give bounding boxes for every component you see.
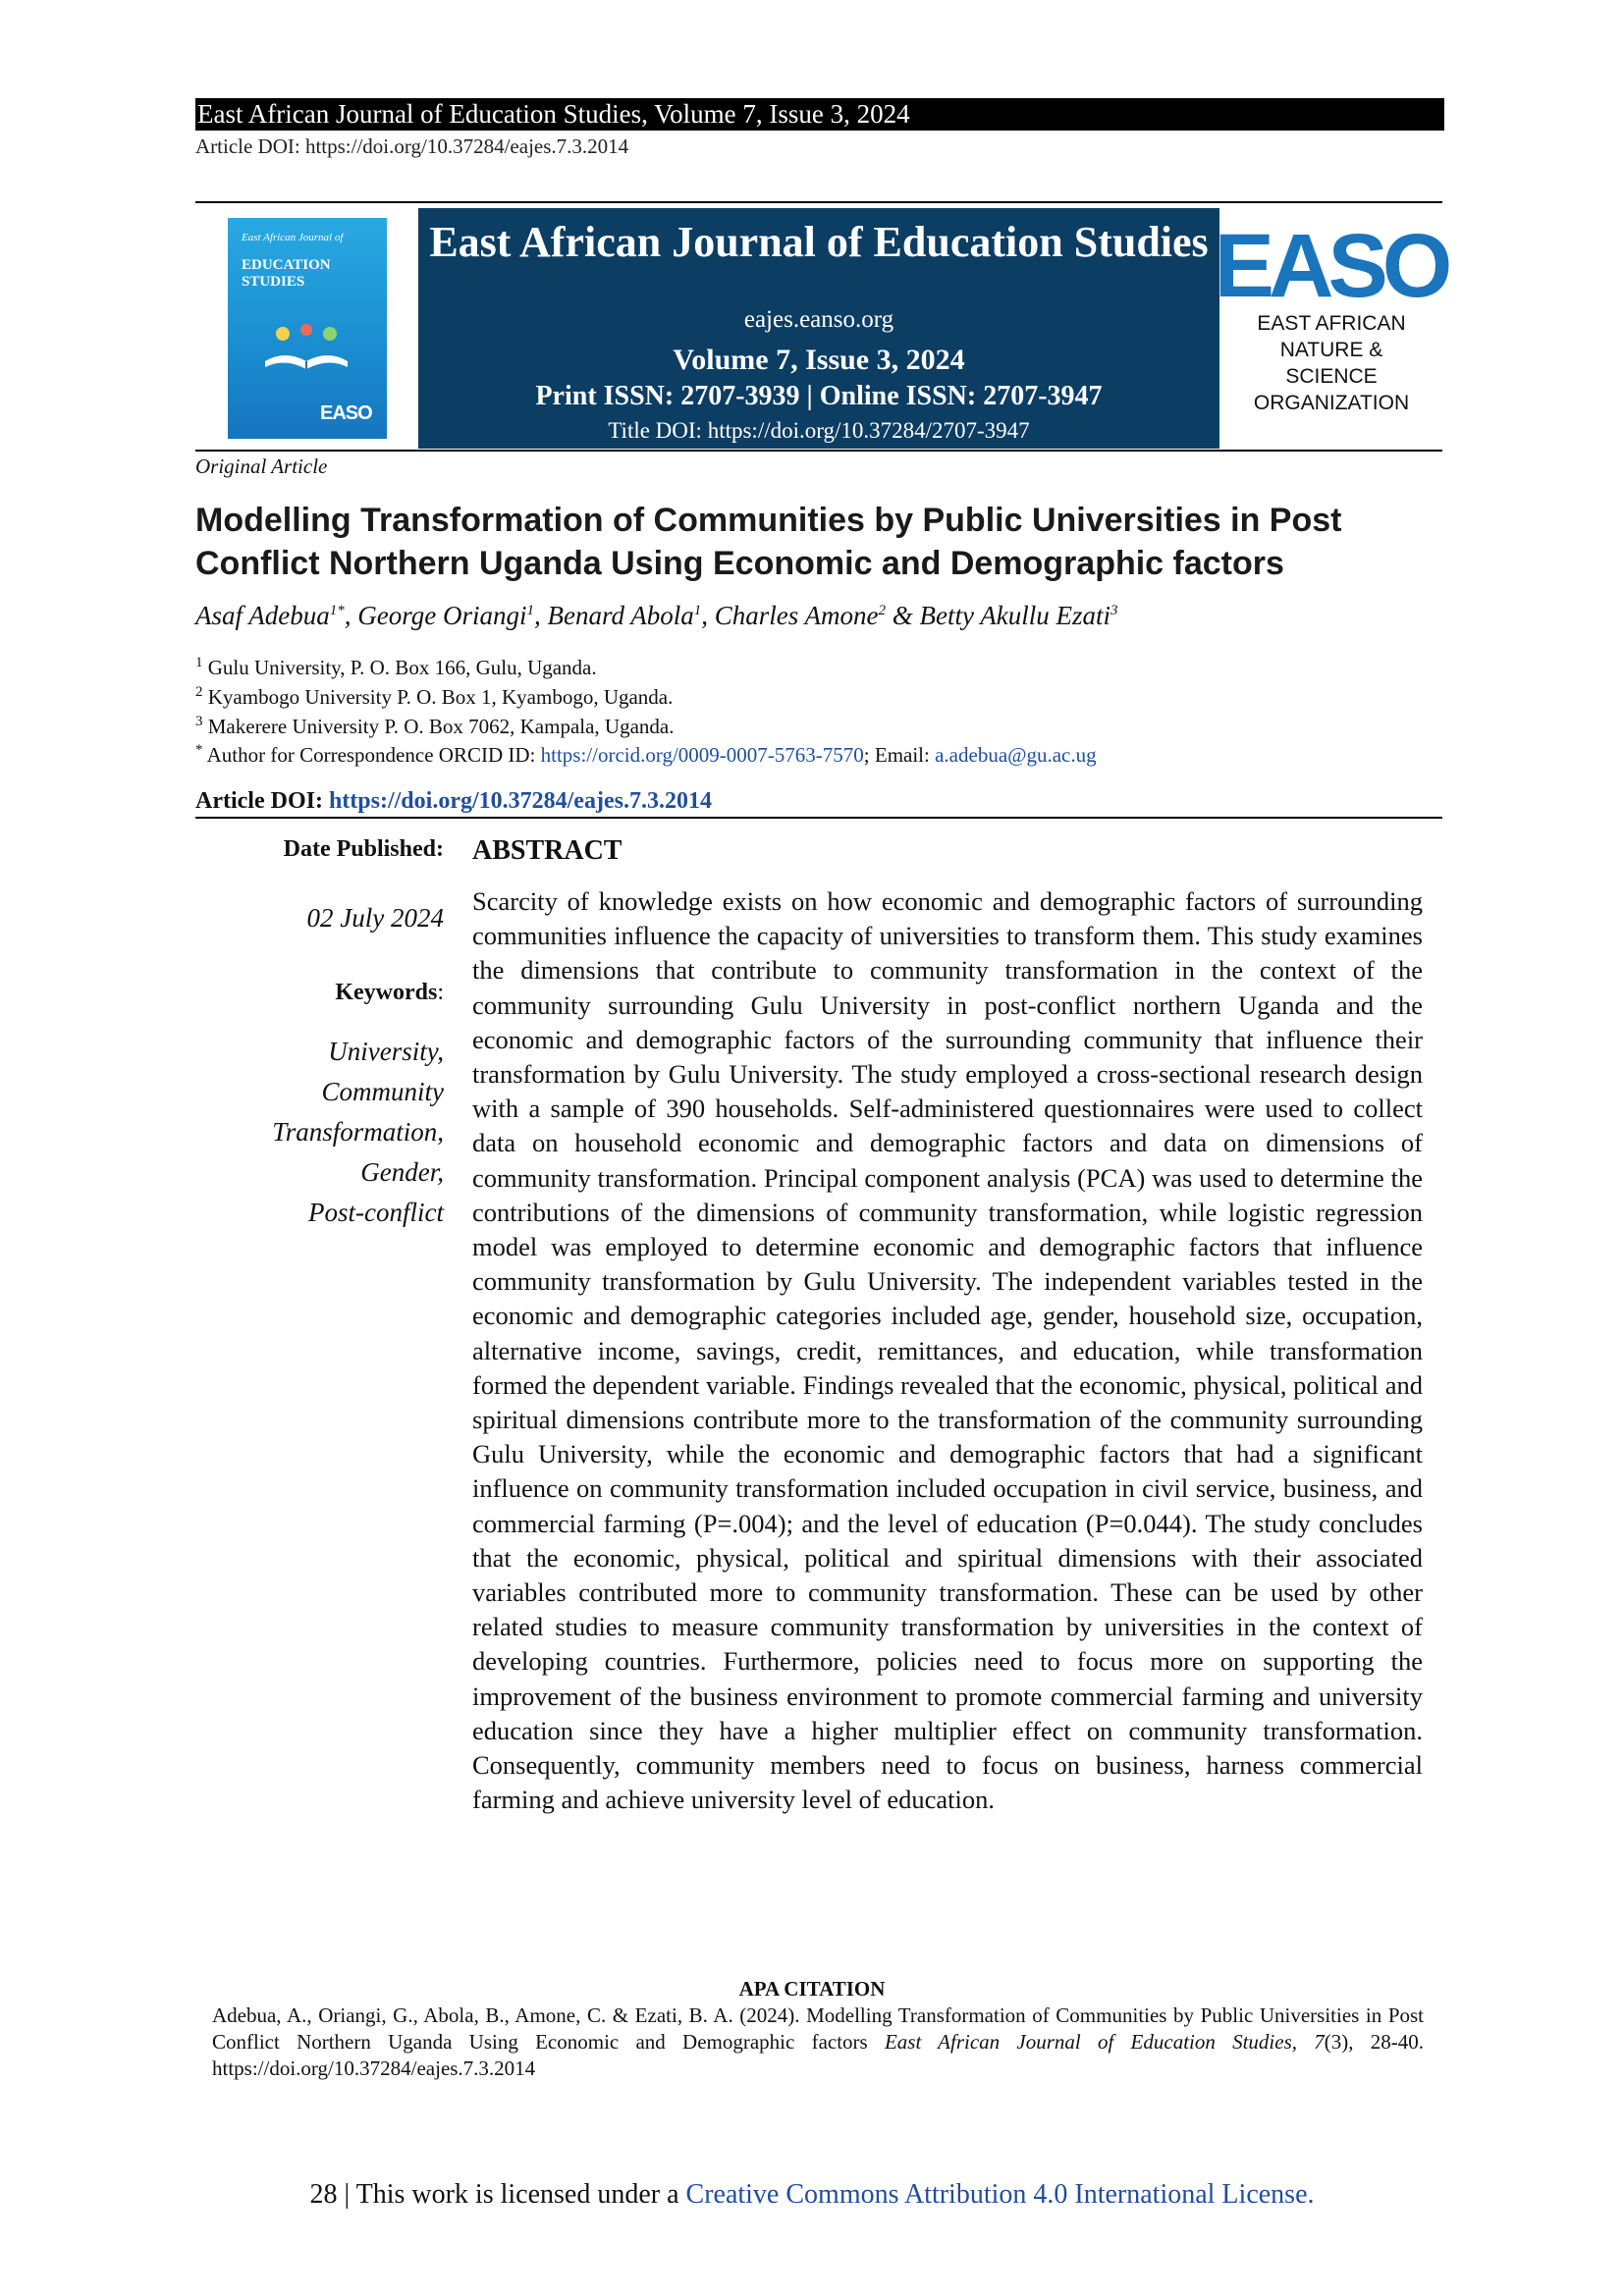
author-1: Asaf Adebua$^{1*}$, — [195, 601, 358, 630]
abstract-text: Scarcity of knowledge exists on how economic and demographic factors of surrounding communities influence the capacity of universities to transform them. This study examines the dimensions that contribute to community transformation in the context of the community surrounding Gulu University in post-conflict northern Uganda and the economic and demographic factors of the surrounding community that influence their transformation by Gulu University. The study employed a cross-sectional research design with a sample of 390 households. Self-administered questionnaires were used to collect data on household economic and demographic factors and data on dimensions of community transformation. Principal component analysis (PCA) was used to determine the contributions of the dimensions of community transformation, while logistic regression model was employed to determine economic and demographic factors that influence community transformation by Gulu University. The independent variables tested in the economic and demographic categories included age, gender, household size, occupation, alternative income, savings, credit, remittances, and education, while transformation formed the dependent variable. Findings revealed that the economic, physical, political and spiritual dimensions contribute more to the transformation of the community surrounding Gulu University, while the economic and demographic factors that had a significant influence on community transformation included occupation in civil service, business, and commercial farming (P=.004); and the level of education (P=0.044). The study concludes that the economic, physical, political and spiritual dimensions with their associated variables contributed more to community transformation. These can be used by other related studies to measure community transformation by universities in the context of developing countries. Furthermore, policies need to focus more on supporting the improvement of the business environment to promote commercial farming and university education since they have a higher multiplier effect on community transformation. Consequently, community members need to focus on business, harness commercial farming and achieve university level of education. — [472, 886, 1423, 1815]
abstract-heading: ABSTRACT — [472, 835, 623, 866]
org-name-line3: SCIENCE — [1285, 365, 1378, 388]
journal-cover — [228, 218, 387, 439]
author-list — [195, 601, 1117, 631]
date-published-value: 02 July 2024 — [306, 903, 444, 933]
author-5: Betty Akullu Ezati$^3$ — [919, 601, 1118, 630]
article-doi: Article DOI: https://doi.org/10.37284/eajes.7.3.2014 — [195, 788, 712, 814]
running-header-doi: Article DOI: https://doi.org/10.37284/eajes.7.3.2014 — [195, 134, 629, 158]
article-title: Modelling Transformation of Communities by Public Universities in Post Conflict Northern Uganda Using Economic and Demographic factors — [195, 502, 1342, 582]
article-doi-rule — [195, 817, 1442, 819]
header-rule-bottom — [195, 450, 1442, 452]
org-name-line4: ORGANIZATION — [1253, 392, 1410, 414]
journal-issn: Print ISSN: 2707-3939 | Online ISSN: 2707-3947 — [535, 381, 1103, 411]
license-link[interactable]: Creative Commons Attribution 4.0 International License. — [685, 2179, 1315, 2210]
author-3: Benard Abola$^1$, — [547, 601, 715, 630]
journal-title: East African Journal of Education Studies — [429, 218, 1209, 266]
orcid-link[interactable]: https://orcid.org/0009-0007-5763-7570 — [540, 743, 864, 767]
keyword-item: Post-conflict — [308, 1198, 444, 1227]
keyword-item: Transformation, — [272, 1117, 444, 1147]
open-book-icon — [261, 324, 352, 371]
author-2: George Oriangi$^1$, — [357, 601, 548, 630]
author-4: Charles Amone$^2$ & — [714, 601, 920, 630]
cover-line2: EDUCATION STUDIES — [242, 257, 331, 290]
easo-logo-text: EASO — [1214, 216, 1447, 316]
affiliation-3: $^3$ Makerere University P. O. Box 7062, Kampala, Uganda. — [195, 714, 675, 738]
journal-title-doi[interactable]: Title DOI: https://doi.org/10.37284/2707-3947 — [608, 418, 1030, 443]
running-header-journal: East African Journal of Education Studies, Volume 7, Issue 3, 2024 — [195, 98, 1444, 131]
header-rule-top — [195, 201, 1442, 203]
keyword-item: Community — [321, 1077, 444, 1106]
keyword-item: University, — [328, 1037, 444, 1066]
page-footer: 28 | This work is licensed under a Creative Commons Attribution 4.0 International License. — [309, 2179, 1315, 2210]
affiliation-2: $^2$ Kyambogo University P. O. Box 1, Kyambogo, Uganda. — [195, 684, 674, 709]
cover-line1: East African Journal of — [242, 232, 344, 243]
org-name — [1227, 310, 1435, 416]
article-doi-link[interactable]: https://doi.org/10.37284/eajes.7.3.2014 — [328, 788, 712, 814]
keyword-item: Gender, — [360, 1157, 444, 1187]
affiliation-1: $^1$ Gulu University, P. O. Box 166, Gulu, Uganda. — [195, 655, 597, 679]
org-name-line1: EAST AFRICAN — [1257, 312, 1406, 335]
email-link[interactable]: a.adebua@gu.ac.ug — [935, 743, 1097, 767]
apa-citation-heading: APA CITATION — [738, 1977, 886, 2001]
easo-logo-icon — [1214, 216, 1447, 316]
apa-citation-text: Adebua, A., Oriangi, G., Abola, B., Amone, C. & Ezati, B. A. (2024). Modelling Transformation of Communities by Public Universities in Post Conflict Northern Uganda Using Economic and Demographic factors East African Journal of Education Studies, 7(3), 28-40. https://doi.org/10.37284/eajes.7.3.2014 — [212, 2003, 1424, 2080]
keywords-label: Keywords: — [335, 980, 444, 1005]
article-type: Original Article — [195, 454, 328, 478]
journal-volume: Volume 7, Issue 3, 2024 — [673, 344, 965, 376]
correspondence: * Author for Correspondence ORCID ID: https://orcid.org/0009-0007-5763-7570; Email: a.adebua@gu.ac.ug — [195, 742, 1097, 767]
date-published-label: Date Published: — [283, 836, 444, 862]
journal-banner — [418, 208, 1219, 449]
cover-logo: EASO — [320, 402, 372, 424]
journal-website[interactable]: eajes.eanso.org — [743, 306, 894, 333]
org-name-line2: NATURE & — [1279, 339, 1383, 361]
